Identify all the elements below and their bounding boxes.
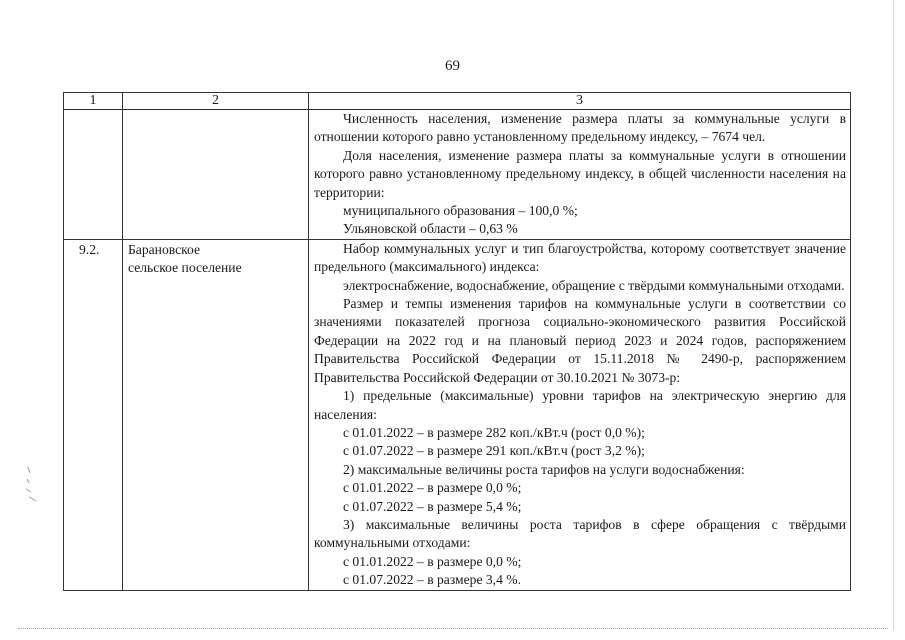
table-row <box>64 239 851 590</box>
row-number <box>64 110 122 111</box>
row-name-cell <box>123 239 309 590</box>
page-number: 69 <box>445 58 460 74</box>
paragraph: 1) предельные (максимальные) уровни тарифов на электрическую энергию для населения: <box>314 388 846 422</box>
paragraph: с 01.07.2022 – в размере 291 коп./кВт.ч (рост 3,2 %); <box>343 443 645 459</box>
paragraph: с 01.01.2022 – в размере 282 коп./кВт.ч (рост 0,0 %); <box>343 424 645 440</box>
scan-right-edge <box>893 0 894 630</box>
paragraph: с 01.01.2022 – в размере 0,0 %; <box>343 480 522 496</box>
paragraph: 3) максимальные величины роста тарифов в сфере обращения с твёрдыми коммунальными отходами: <box>314 516 846 551</box>
table-row <box>64 110 851 240</box>
row-name-cell <box>123 110 309 240</box>
scan-artifact-mark <box>24 465 38 505</box>
paragraph: 2) максимальные величины роста тарифов на услуги водоснабжения: <box>343 461 745 477</box>
row-content-cell <box>309 239 851 590</box>
paragraph: Доля населения, изменение размера платы за коммунальные услуги в отношении которого равно установленному предельному индексу, в общей численности населения на территории: <box>314 147 846 200</box>
paragraph: электроснабжение, водоснабжение, обращение с твёрдыми коммунальными отходами. <box>343 277 845 293</box>
paragraph: с 01.07.2022 – в размере 3,4 %. <box>343 572 521 588</box>
header-col-1: 1 <box>64 93 123 110</box>
settlement-name-line: Барановское <box>128 241 201 257</box>
header-col-3: 3 <box>309 93 851 110</box>
paragraph: муниципального образования – 100,0 %; <box>343 203 578 219</box>
paragraph: Размер и темпы изменения тарифов на коммунальные услуги в соответствии со значениями показателей прогноза социально-экономического развития Российской Федерации на 2022 год и на плановый период 2023 и 2024 годов, распоряжением Правительства Российской Федерации от 15.11.2018 № 2490-р, распоряжением Правительства Российской Федерации от 30.10.2021 № 3073-р: <box>314 296 846 385</box>
paragraph: Численность населения, изменение размера платы за коммунальные услуги в отношении которого равно установленному предельному индексу, – 7674 чел. <box>314 111 846 145</box>
row-number-cell <box>64 239 123 590</box>
row-number-cell <box>64 110 123 240</box>
paragraph: с 01.01.2022 – в размере 0,0 %; <box>343 553 522 569</box>
table-header-row <box>64 93 851 110</box>
paragraph: с 01.07.2022 – в размере 5,4 %; <box>343 498 522 514</box>
document-table <box>63 92 851 591</box>
paragraph: Ульяновской области – 0,63 % <box>343 221 518 237</box>
row-number: 9.2. <box>79 241 100 257</box>
paragraph: Набор коммунальных услуг и тип благоустройства, которому соответствует значение предельного (максимального) индекса: <box>314 240 846 275</box>
header-col-2: 2 <box>123 93 309 110</box>
row-content-cell <box>309 110 851 240</box>
scan-bottom-edge <box>18 628 888 629</box>
settlement-name-line: сельское поселение <box>128 260 242 276</box>
